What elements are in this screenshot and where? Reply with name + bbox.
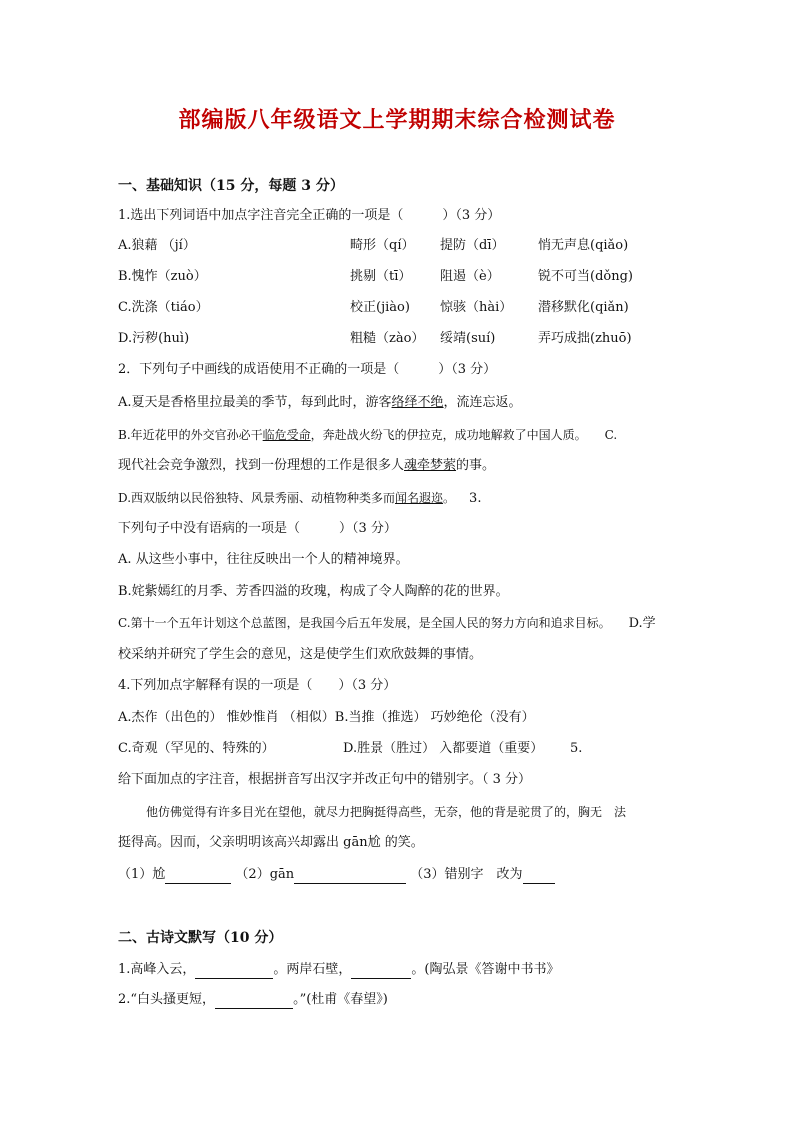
q5-answer1-label: （1）尬 bbox=[118, 867, 166, 882]
q1-a-item4: 悄无声息(qiǎo) bbox=[538, 238, 629, 253]
s2-q1 bbox=[118, 961, 560, 979]
q4-option-d: D.胜景（胜过） 入都要道（重要） bbox=[343, 741, 544, 756]
q1-c-item4: 潜移默化(qiǎn) bbox=[538, 300, 629, 315]
s2-q1-text: 1.高峰入云， bbox=[118, 962, 196, 977]
q1-c-item2: 校正(jiào) bbox=[350, 300, 410, 315]
s2-q1-blank2[interactable] bbox=[351, 964, 411, 979]
q2-option-b bbox=[118, 426, 617, 444]
q4-stem: 4.下列加点字解释有误的一项是（ ）（3 分） bbox=[118, 678, 397, 693]
q1-b-item4: 锐不可当(dǒng) bbox=[538, 269, 633, 284]
q5-number: 5. bbox=[570, 741, 583, 756]
q1-option-d bbox=[118, 330, 678, 348]
q1-a-item2: 畸形（qí） bbox=[350, 238, 415, 253]
q1-c-item1: C.洗涤（tiáo） bbox=[118, 300, 209, 315]
q1-option-b bbox=[118, 268, 678, 286]
q3-number: 3. bbox=[469, 491, 482, 506]
q5-stem: 给下面加点的字注音，根据拼音写出汉字并改正句中的错别字。（ 3 分） bbox=[118, 772, 532, 787]
q3-stem: 下列句子中没有语病的一项是（ ）（3 分） bbox=[118, 521, 397, 536]
q2-d-tail: 。 bbox=[443, 491, 456, 505]
q5-paragraph-line1: 他仿佛觉得有许多目光在望他，就尽力把胸挺得高些，无奈，他的背是驼贯了的，胸无 法 bbox=[146, 805, 627, 819]
q3-c-text: C.第十一个五年计划这个总蓝图，是我国今后五年发展，是全国人民的努力方向和追求目标。 bbox=[118, 616, 611, 630]
q2-d-idiom: 闻名遐迩 bbox=[395, 491, 444, 505]
q2-option-c bbox=[118, 457, 495, 475]
q1-option-a bbox=[118, 237, 678, 255]
s2-q1-mid: 。两岸石壁， bbox=[273, 962, 352, 977]
s2-q2-blank[interactable] bbox=[215, 994, 293, 1009]
q2-a-text: A.夏天是香格里拉最美的季节，每到此时，游客 bbox=[118, 395, 392, 410]
q5-answer2-blank[interactable] bbox=[294, 869, 406, 884]
q2-c-label: C. bbox=[604, 428, 618, 442]
q1-b-item2: 挑剔（tī） bbox=[350, 269, 412, 284]
q2-c-tail: 的事。 bbox=[456, 458, 496, 473]
q1-option-c bbox=[118, 299, 678, 317]
q2-a-idiom: 络绎不绝 bbox=[391, 395, 444, 410]
s2-q2 bbox=[118, 991, 388, 1009]
q5-answer1-blank[interactable] bbox=[165, 869, 231, 884]
q2-stem: 2．下列句子中画线的成语使用不正确的一项是（ ）（3 分） bbox=[118, 362, 497, 377]
q2-b-tail: ，奔赴战火纷飞的伊拉克，成功地解救了中国人质。 bbox=[310, 428, 587, 442]
q3-option-b: B.姹紫嫣红的月季、芳香四溢的玫瑰，构成了令人陶醉的花的世界。 bbox=[118, 584, 509, 599]
q2-b-idiom: 临危受命 bbox=[262, 428, 311, 442]
q1-a-item3: 提防（dī） bbox=[440, 238, 505, 253]
s2-q1-blank1[interactable] bbox=[195, 964, 273, 979]
q5-answer3-blank[interactable] bbox=[523, 869, 555, 884]
q2-b-text: B.年近花甲的外交官孙必干 bbox=[118, 428, 263, 442]
q1-b-item1: B.愧怍（zuò） bbox=[118, 269, 207, 284]
q1-d-item2: 粗糙（zào） bbox=[350, 331, 425, 346]
q1-a-item1: A.狼藉 （jí） bbox=[118, 238, 196, 253]
q3-option-c bbox=[118, 614, 656, 633]
q1-b-item3: 阻遏（è） bbox=[440, 269, 500, 284]
q2-d-text: D.西双版纳以民俗独特、风景秀丽、动植物种类多而 bbox=[118, 491, 396, 505]
s2-q2-source: 。”(杜甫《春望》) bbox=[293, 992, 388, 1007]
q1-d-item3: 绥靖(suí) bbox=[440, 331, 496, 346]
section1-heading: 一、基础知识（15 分，每题 3 分） bbox=[118, 178, 344, 194]
s2-q1-source: 。(陶弘景《答谢中书书》 bbox=[411, 962, 560, 977]
q2-c-idiom: 魂牵梦萦 bbox=[404, 458, 457, 473]
q4-row1: A.杰作（出色的） 惟妙惟肖 （相似）B.当推（推选） 巧妙绝伦（没有） bbox=[118, 710, 535, 725]
q1-d-item1: D.污秽(huì) bbox=[118, 331, 190, 346]
q5-answer3-label: （3）错别字 改为 bbox=[410, 867, 523, 882]
page-title: 部编版八年级语文上学期期末综合检测试卷 bbox=[178, 108, 616, 133]
q3-option-d: 校采纳并研究了学生会的意见，这是使学生们欢欣鼓舞的事情。 bbox=[118, 647, 483, 662]
q3-option-a: A. 从这些小事中，往往反映出一个人的精神境界。 bbox=[118, 552, 409, 567]
q1-c-item3: 惊骇（hài） bbox=[440, 300, 513, 315]
q1-stem: 1.选出下列词语中加点字注音完全正确的一项是（ ）（3 分） bbox=[118, 208, 501, 223]
q5-paragraph-line2: 挺得高。因而，父亲明明该高兴却露出 gān尬 的笑。 bbox=[118, 835, 424, 850]
q4-option-c: C.奇观（罕见的、特殊的） bbox=[118, 741, 275, 756]
q5-answers bbox=[118, 866, 555, 884]
q2-option-d bbox=[118, 489, 481, 508]
q2-option-a bbox=[118, 394, 522, 412]
q5-answer2-label: （2）gān bbox=[235, 867, 295, 882]
q3-d-label: D.学 bbox=[628, 616, 656, 631]
q2-c-text: 现代社会竞争激烈，找到一份理想的工作是很多人 bbox=[118, 458, 405, 473]
q4-row2 bbox=[118, 740, 618, 758]
section2-heading: 二、古诗文默写（10 分） bbox=[118, 930, 283, 946]
s2-q2-text: 2.“白头搔更短， bbox=[118, 992, 216, 1007]
q1-d-item4: 弄巧成拙(zhuō) bbox=[538, 331, 632, 346]
q2-a-tail: ，流连忘返。 bbox=[443, 395, 522, 410]
